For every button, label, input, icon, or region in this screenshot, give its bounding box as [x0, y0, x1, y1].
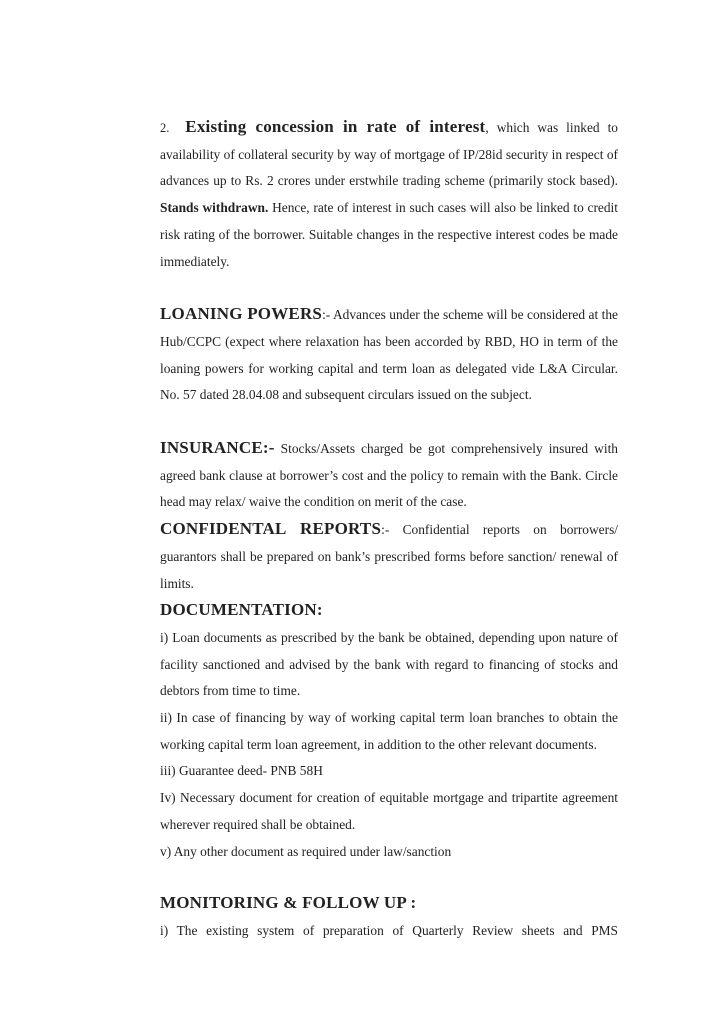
reports-text: Confidential reports on borrowers/ guarantors shall be prepared on bank’s prescribed forms before sanction/ renewal of limits. [160, 522, 619, 591]
monitoring-heading: MONITORING & FOLLOW UP : [160, 893, 417, 913]
loaning-sep: :- [322, 307, 331, 323]
interest-heading: Existing concession in rate of interest [185, 117, 486, 136]
interest-withdrawn: Stands withdrawn. [160, 200, 269, 216]
documentation-item: ii) In case of financing by way of working capital term loan branches to obtain the working capital term loan agreement, in addition to the other relevant documents. [160, 710, 618, 752]
loaning-paragraph [109, 301, 618, 409]
monitoring-heading-line [109, 890, 618, 918]
documentation-item: i) Loan documents as prescribed by the bank be obtained, depending upon nature of facility sanctioned and advised by the bank with regard to financing of stocks and debtors from time to time. [160, 629, 618, 699]
documentation-heading: DOCUMENTATION: [160, 600, 323, 620]
documentation-item: v) Any other document as required under law/sanction [160, 843, 452, 859]
monitoring-item: i) The existing system of preparation of Quarterly Review sheets and PMS [160, 922, 618, 938]
loaning-text: Advances under the scheme will be considered at the Hub/CCPC (expect where relaxation has been accorded by RBD, HO in term of the loaning powers for working capital and term loan as delegated vide L&A Circular. No. 57 dated 28.04.08 and subsequent circulars issued on the subject. [160, 307, 618, 403]
interest-paragraph [109, 114, 618, 275]
interest-text-a: , which was linked to availability of collateral security by way of mortgage of IP/28id security in respect of advances up to Rs. 2 crores under erstwhile trading scheme (primarily stock based). [160, 120, 618, 189]
document-page [109, 114, 618, 945]
reports-paragraph [109, 516, 618, 597]
reports-sep: :- [381, 522, 390, 538]
documentation-item: iii) Guarantee deed- PNB 58H [160, 763, 323, 779]
loaning-heading: LOANING POWERS [160, 304, 323, 324]
documentation-heading-line [109, 597, 618, 625]
insurance-text: Stocks/Assets charged be got comprehensively insured with agreed bank clause at borrower’s cost and the policy to remain with the Bank. Circle head may relax/ waive the condition on merit of the case. [160, 441, 618, 510]
insurance-paragraph [109, 435, 618, 516]
documentation-item: Iv) Necessary document for creation of equitable mortgage and tripartite agreement wherever required shall be obtained. [160, 790, 618, 832]
interest-text-c: Hence, rate of interest in such cases will also be linked to credit risk rating of the borrower. Suitable changes in the respective interest codes be made immediately. [160, 200, 619, 269]
insurance-heading: INSURANCE:- [160, 438, 275, 458]
paragraph-number: 2. [160, 121, 170, 135]
reports-heading: CONFIDENTAL REPORTS [160, 519, 382, 539]
